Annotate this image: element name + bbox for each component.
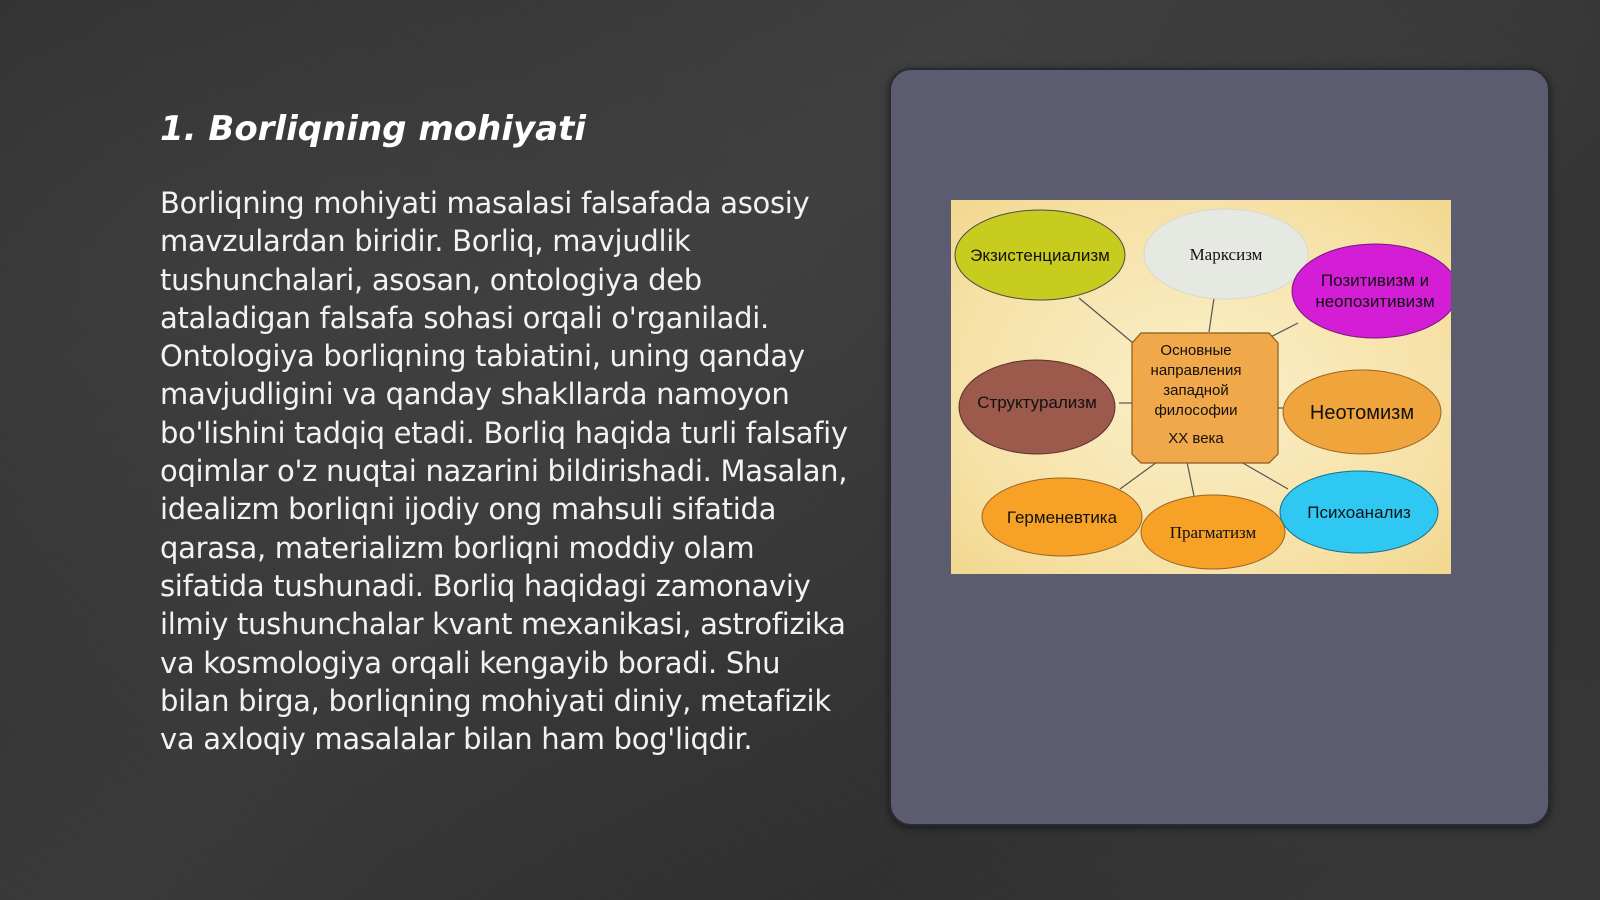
node-psychoanalysis (1280, 471, 1438, 553)
slide-title: 1. Borliqning mohiyati (160, 109, 586, 149)
node-neothomism-label: Неотомизм (1309, 402, 1415, 424)
philosophy-directions-diagram (951, 200, 1451, 574)
node-existentialism-label: Экзистенциализм (970, 246, 1110, 265)
node-neothomism (1283, 370, 1441, 454)
connector-hermeneutics (1120, 462, 1157, 489)
node-existentialism (955, 210, 1125, 300)
center-label-line2: направления (1150, 362, 1242, 379)
center-label-line3: западной (1163, 382, 1229, 399)
node-positivism (1292, 244, 1451, 338)
center-label-line5: XX века (1168, 430, 1224, 447)
center-node (1132, 333, 1278, 463)
center-label-line1: Основные (1160, 342, 1232, 359)
connector-marxism (1209, 298, 1214, 332)
node-positivism-label-line1: Позитивизм и (1320, 271, 1430, 290)
node-hermeneutics (982, 478, 1142, 556)
node-structuralism (959, 360, 1115, 454)
node-pragmatism-label: Прагматизм (1169, 523, 1257, 542)
connector-psychoanalysis (1241, 462, 1288, 489)
node-pragmatism (1141, 495, 1285, 569)
connector-existentialism (1079, 298, 1133, 343)
diagram-svg (951, 200, 1451, 574)
slide-body-text: Borliqning mohiyati masalasi falsafada asosiy mavzulardan biridir. Borliq, mavjudlik tushunchalari, asosan, ontologiya deb ataladigan falsafa sohasi orqali o'rganiladi. Ontologiya borliqning tabiatini, uning qanday mavjudligini va qanday shakllarda namoyon bo'lishini tadqiq etadi. Borliq haqida turli falsafiy oqimlar o'z nuqtai nazarini bildirishadi. Masalan, idealizm borliqni ijodiy ong mahsuli sifatida qarasa, materializm borliqni moddiy olam sifatida tushunadi. Borliq haqidagi zamonaviy ilmiy tushunchalar kvant mexanikasi, astrofizika va kosmologiya orqali kengayib boradi. Shu bilan birga, borliqning mohiyati diniy, metafizik va axloqiy masalalar bilan ham bog'liqdir. (160, 186, 848, 757)
node-structuralism-label: Структурализм (977, 393, 1097, 412)
node-marxism (1144, 209, 1308, 299)
node-hermeneutics-label: Герменевтика (1006, 508, 1118, 527)
connector-pragmatism (1187, 462, 1194, 496)
node-psychoanalysis-label: Психоанализ (1307, 503, 1411, 522)
node-marxism-label: Марксизм (1189, 245, 1263, 264)
node-positivism-label-line2: неопозитивизм (1315, 292, 1435, 311)
center-label-line4: философии (1154, 402, 1238, 419)
